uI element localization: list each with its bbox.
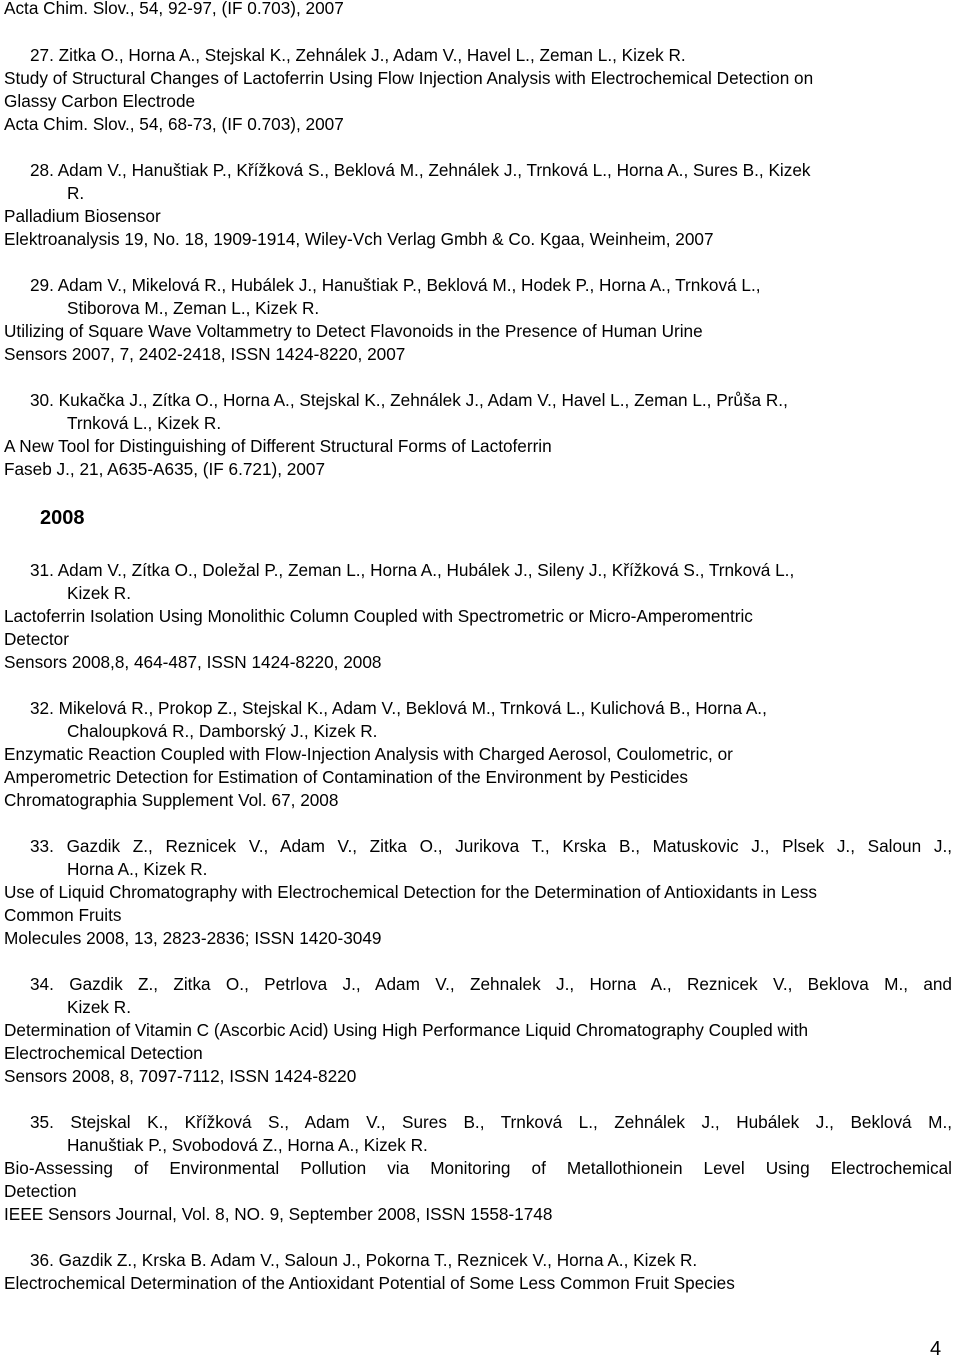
reference-27-title-line-1: Study of Structural Changes of Lactoferrin Using Flow Injection Analysis with Electrochemical Detection on — [4, 68, 814, 88]
reference-35-authors-line-2: Hanuštiak P., Svobodová Z., Horna A., Kizek R. — [67, 1135, 428, 1155]
reference-34-journal: Sensors 2008, 8, 7097-7112, ISSN 1424-8220 — [4, 1066, 357, 1086]
reference-33-journal: Molecules 2008, 13, 2823-2836; ISSN 1420-3049 — [4, 928, 382, 948]
year-heading: 2008 — [40, 507, 85, 529]
reference-29-authors-line-1: 29. Adam V., Mikelová R., Hubálek J., Hanuštiak P., Beklová M., Hodek P., Horna A., Trnková L., — [30, 275, 761, 295]
reference-27-journal: Acta Chim. Slov., 54, 68-73, (IF 0.703), 2007 — [4, 114, 344, 134]
reference-28-title: Palladium Biosensor — [4, 206, 161, 226]
reference-31-authors-line-1: 31. Adam V., Zítka O., Doležal P., Zeman L., Horna A., Hubálek J., Sileny J., Křížková S., Trnková L., — [30, 560, 795, 580]
reference-34-title-line-2: Electrochemical Detection — [4, 1043, 203, 1063]
reference-35-journal: IEEE Sensors Journal, Vol. 8, NO. 9, September 2008, ISSN 1558-1748 — [4, 1204, 553, 1224]
reference-28-authors-line-2: R. — [67, 183, 85, 203]
reference-35-title-line-1: Bio-Assessing of Environmental Pollution via Monitoring of Metallothionein Level Using Electrochemical — [4, 1158, 952, 1178]
page-number: 4 — [930, 1338, 942, 1360]
reference-35-authors-line-1: 35. Stejskal K., Křížková S., Adam V., Sures B., Trnková L., Zehnálek J., Hubálek J., Beklová M., — [30, 1112, 952, 1132]
reference-31-title-line-1: Lactoferrin Isolation Using Monolithic Column Coupled with Spectrometric or Micro-Amperomentric — [4, 606, 753, 626]
reference-36-authors: 36. Gazdik Z., Krska B. Adam V., Saloun J., Pokorna T., Reznicek V., Horna A., Kizek R. — [30, 1250, 698, 1270]
reference-29-title: Utilizing of Square Wave Voltammetry to Detect Flavonoids in the Presence of Human Urine — [4, 321, 703, 341]
reference-27-title-line-2: Glassy Carbon Electrode — [4, 91, 196, 111]
reference-32-title-line-2: Amperometric Detection for Estimation of Contamination of the Environment by Pesticides — [4, 767, 688, 787]
reference-31-journal: Sensors 2008,8, 464-487, ISSN 1424-8220, 2008 — [4, 652, 382, 672]
reference-29-journal: Sensors 2007, 7, 2402-2418, ISSN 1424-8220, 2007 — [4, 344, 406, 364]
reference-29-authors-line-2: Stiborova M., Zeman L., Kizek R. — [67, 298, 320, 318]
reference-27-authors: 27. Zitka O., Horna A., Stejskal K., Zehnálek J., Adam V., Havel L., Zeman L., Kizek R. — [30, 45, 686, 65]
reference-30-authors-line-2: Trnková L., Kizek R. — [67, 413, 222, 433]
reference-32-authors-line-2: Chaloupková R., Damborský J., Kizek R. — [67, 721, 378, 741]
reference-34-authors-line-1: 34. Gazdik Z., Zitka O., Petrlova J., Adam V., Zehnalek J., Horna A., Reznicek V., Beklova M., and — [30, 974, 952, 994]
reference-30-title: A New Tool for Distinguishing of Different Structural Forms of Lactoferrin — [4, 436, 552, 456]
reference-30-authors-line-1: 30. Kukačka J., Zítka O., Horna A., Stejskal K., Zehnálek J., Adam V., Havel L., Zeman L., Průša R., — [30, 390, 788, 410]
reference-33-title-line-2: Common Fruits — [4, 905, 122, 925]
reference-journal-line: Acta Chim. Slov., 54, 92-97, (IF 0.703), 2007 — [4, 0, 344, 18]
reference-33-title-line-1: Use of Liquid Chromatography with Electrochemical Detection for the Determination of Antioxidants in Less — [4, 882, 817, 902]
reference-33-authors-line-1: 33. Gazdik Z., Reznicek V., Adam V., Zitka O., Jurikova T., Krska B., Matuskovic J., Plsek J., Saloun J., — [30, 836, 952, 856]
reference-30-journal: Faseb J., 21, A635-A635, (IF 6.721), 2007 — [4, 459, 326, 479]
reference-34-title-line-1: Determination of Vitamin C (Ascorbic Acid) Using High Performance Liquid Chromatography Coupled with — [4, 1020, 809, 1040]
reference-36-title: Electrochemical Determination of the Antioxidant Potential of Some Less Common Fruit Species — [4, 1273, 735, 1293]
reference-28-journal: Elektroanalysis 19, No. 18, 1909-1914, Wiley-Vch Verlag Gmbh & Co. Kgaa, Weinheim, 2007 — [4, 229, 714, 249]
reference-31-title-line-2: Detector — [4, 629, 69, 649]
reference-32-authors-line-1: 32. Mikelová R., Prokop Z., Stejskal K., Adam V., Beklová M., Trnková L., Kulichová B., Horna A., — [30, 698, 767, 718]
reference-31-authors-line-2: Kizek R. — [67, 583, 131, 603]
reference-32-title-line-1: Enzymatic Reaction Coupled with Flow-Injection Analysis with Charged Aerosol, Coulometric, or — [4, 744, 733, 764]
reference-35-title-line-2: Detection — [4, 1181, 77, 1201]
reference-28-authors-line-1: 28. Adam V., Hanuštiak P., Křížková S., Beklová M., Zehnálek J., Trnková L., Horna A., Sures B., Kizek — [30, 160, 811, 180]
reference-34-authors-line-2: Kizek R. — [67, 997, 131, 1017]
reference-32-journal: Chromatographia Supplement Vol. 67, 2008 — [4, 790, 339, 810]
reference-33-authors-line-2: Horna A., Kizek R. — [67, 859, 208, 879]
